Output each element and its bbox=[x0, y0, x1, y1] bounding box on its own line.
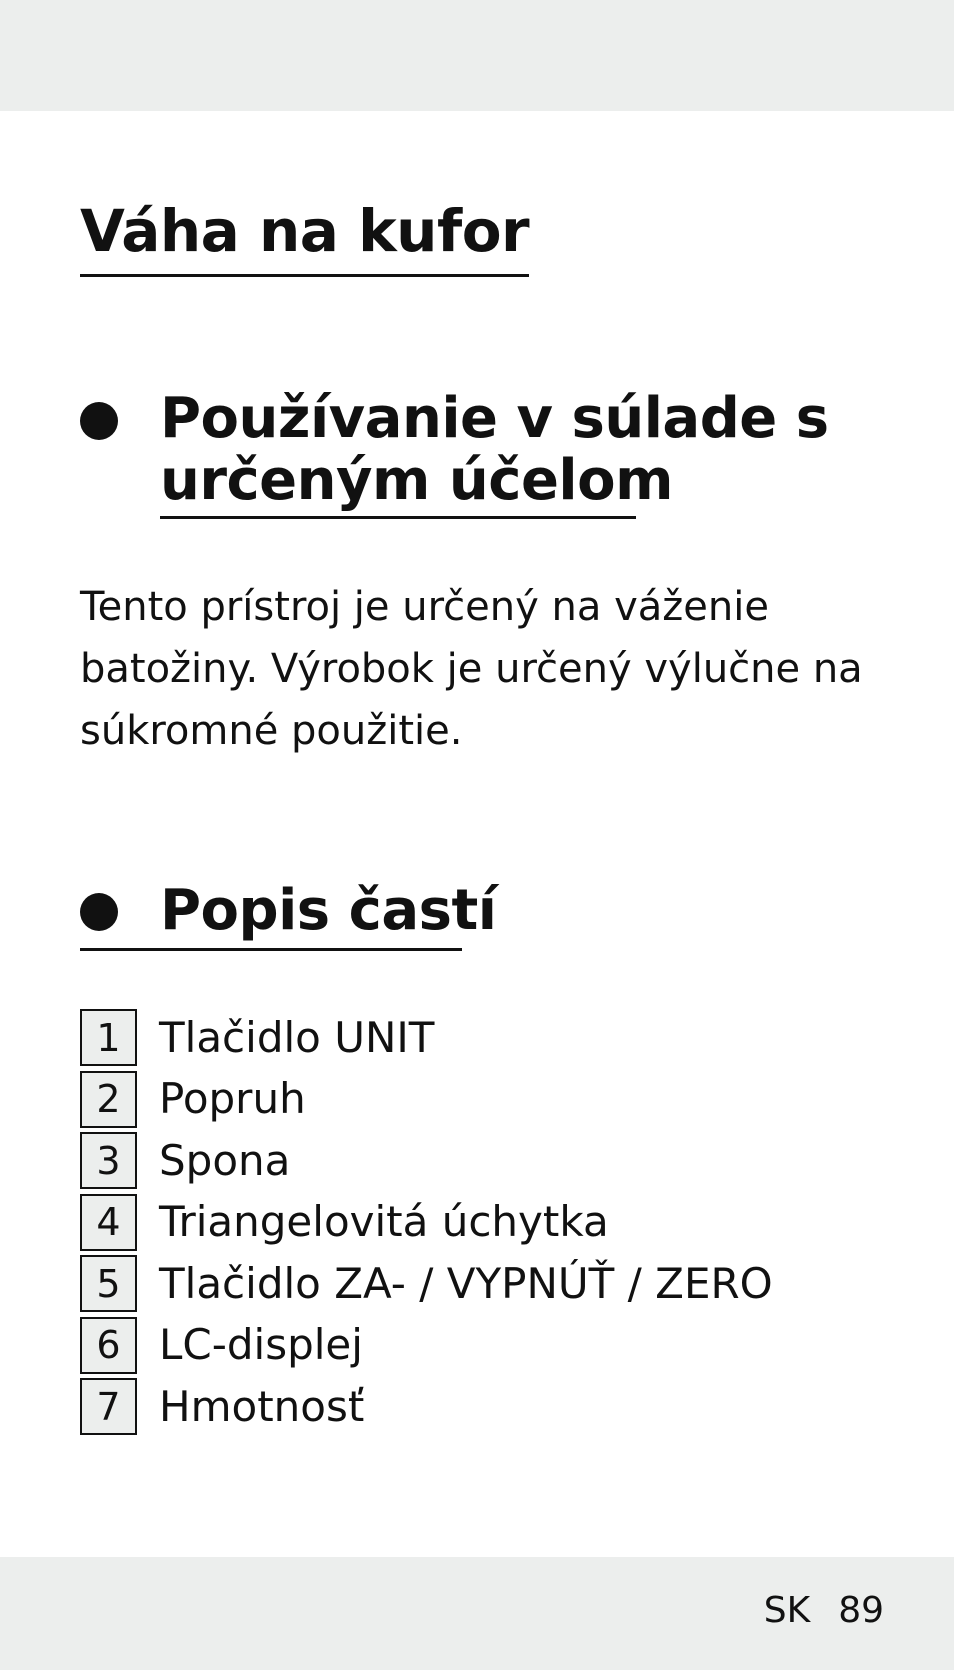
part-label: Tlačidlo UNIT bbox=[159, 1012, 435, 1062]
part-number-box: 4 bbox=[80, 1194, 137, 1251]
part-number-box: 6 bbox=[80, 1317, 137, 1374]
part-number-box: 7 bbox=[80, 1378, 137, 1435]
section-heading-parts: Popis častí bbox=[160, 878, 497, 943]
list-item bbox=[80, 1376, 773, 1438]
list-item bbox=[80, 1192, 773, 1254]
language-code: SK bbox=[763, 1590, 811, 1631]
list-item bbox=[80, 1069, 773, 1131]
paragraph-line: súkromné použitie. bbox=[80, 708, 463, 754]
heading-line-1: Používanie v súlade s bbox=[160, 386, 829, 451]
intended-use-paragraph bbox=[80, 576, 880, 762]
part-label: Hmotnosť bbox=[159, 1381, 365, 1431]
list-item bbox=[80, 1253, 773, 1315]
part-number-box: 1 bbox=[80, 1009, 137, 1066]
part-number-box: 3 bbox=[80, 1132, 137, 1189]
heading-underline bbox=[80, 948, 462, 951]
bullet-icon bbox=[80, 893, 118, 931]
part-number-box: 2 bbox=[80, 1071, 137, 1128]
list-item bbox=[80, 1007, 773, 1069]
page-number: 89 bbox=[838, 1590, 884, 1631]
top-band bbox=[0, 0, 954, 111]
part-label: LC-displej bbox=[159, 1320, 363, 1370]
heading-line-2: určeným účelom bbox=[160, 448, 673, 513]
document-title: Váha na kufor bbox=[80, 196, 529, 277]
list-item bbox=[80, 1130, 773, 1192]
part-label: Spona bbox=[159, 1135, 291, 1185]
part-label: Tlačidlo ZA- / VYPNÚŤ / ZERO bbox=[159, 1258, 773, 1308]
part-label: Popruh bbox=[159, 1074, 306, 1124]
part-number-box: 5 bbox=[80, 1255, 137, 1312]
paragraph-line: batožiny. Výrobok je určený výlučne na bbox=[80, 646, 863, 692]
section-heading-intended-use bbox=[160, 388, 829, 512]
paragraph-line: Tento prístroj je určený na váženie bbox=[80, 584, 769, 630]
page-footer bbox=[764, 1590, 884, 1631]
part-label: Triangelovitá úchytka bbox=[159, 1197, 609, 1247]
bullet-icon bbox=[80, 402, 118, 440]
heading-underline bbox=[160, 516, 636, 519]
list-item bbox=[80, 1315, 773, 1377]
parts-list bbox=[80, 1007, 773, 1438]
